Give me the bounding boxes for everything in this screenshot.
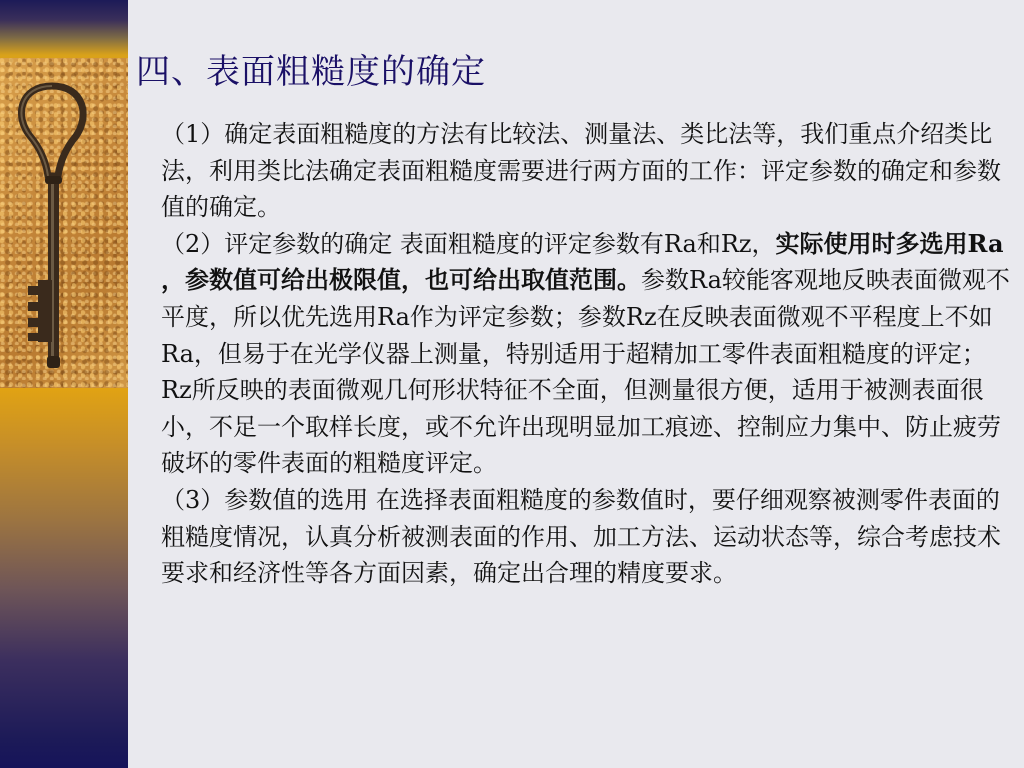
paragraph-3-text: （3）参数值的选用 在选择表面粗糙度的参数值时，要仔细观察被测零件表面的粗糙度情况，认真分析被测表面的作用、加工方法、运动状态等，综合考虑技术要求和经济性等各方面因素，确定出合理的精度要求。 (161, 485, 1001, 588)
paragraph-1-text: （1）确定表面粗糙度的方法有比较法、测量法、类比法等，我们重点介绍类比法，利用类比法确定表面粗糙度需要进行两方面的工作：评定参数的确定和参数值的确定。 (161, 120, 1001, 222)
key-photo (0, 58, 128, 388)
paragraph-2 (161, 226, 1013, 482)
slide-title: 四、表面粗糙度的确定 (136, 52, 486, 92)
paragraph-2-lead: （2）评定参数的确定 表面粗糙度的评定参数有Ra和Rz， (161, 229, 776, 258)
paragraph-2-rest: 参数Ra较能客观地反映表面微观不平度，所以优先选用Ra作为评定参数；参数Rz在反映表面微观不平程度上不如Ra，但易于在光学仪器上测量，特别适用于超精加工零件表面粗糙度的评定；Rz所反映的表面微观几何形状特征不全面，但测量很方便，适用于被测表面很小，不足一个取样长度，或不允许出现明显加工痕迹、控制应力集中、防止疲劳破坏的零件表面的粗糙度评定。 (161, 266, 1010, 478)
paragraph-1 (161, 116, 1013, 226)
sidebar-decoration (0, 0, 128, 768)
slide-content (128, 0, 1024, 768)
paragraph-3 (161, 482, 1013, 592)
old-key-icon (0, 58, 128, 388)
paragraph-2-emphasis: 实际使用时多选用Ra ，参数值可给出极限值，也可给出取值范围。 (161, 228, 1004, 295)
slide-body (161, 116, 1013, 592)
